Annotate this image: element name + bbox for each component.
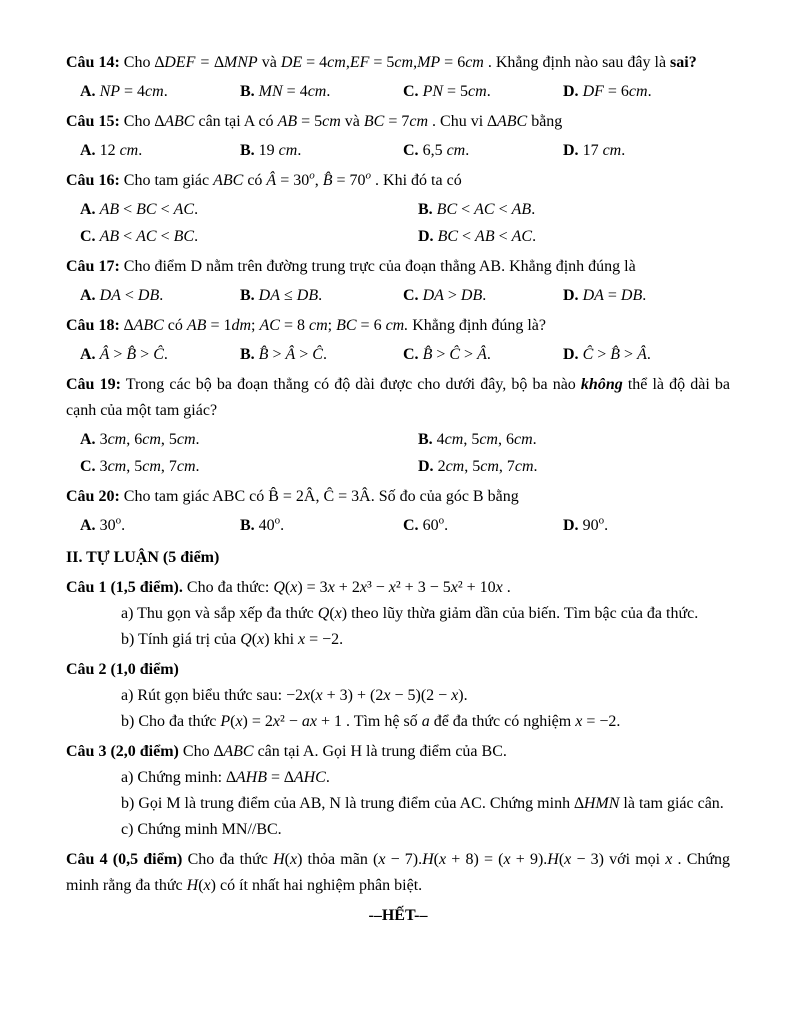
question-15-options	[66, 137, 730, 164]
option-d: D. BC < AB < AC.	[418, 228, 537, 245]
end-marker: -–HẾT-–	[368, 907, 428, 924]
option-c: C. DA > DB.	[403, 287, 487, 304]
question-18-text	[66, 313, 730, 339]
question-15-body: Cho ∆ABC cân tại A có AB = 5cm và BC = 7cm . Chu vi ∆ABC bằng	[123, 113, 563, 130]
essay-1-text	[66, 575, 730, 601]
essay-question-2	[66, 657, 730, 735]
essay-3-label: Câu 3 (2,0 điểm)	[66, 743, 179, 760]
essay-1-label: Câu 1 (1,5 điểm).	[66, 579, 183, 596]
option-d: D. Ĉ > B̂ > Â.	[563, 346, 651, 363]
question-18	[66, 313, 730, 368]
question-15	[66, 109, 730, 164]
question-15-label: Câu 15:	[66, 113, 120, 130]
question-20	[66, 484, 730, 539]
option-a: A. AB < BC < AC.	[80, 201, 199, 218]
option-c: C. B̂ > Ĉ > Â.	[403, 346, 491, 363]
essay-3-part-b: b) Gọi M là trung điểm của AB, N là trung điểm của AC. Chứng minh ∆HMN là tam giác cân.	[121, 795, 724, 812]
option-a: A. DA < DB.	[80, 287, 164, 304]
essay-4-text	[66, 847, 730, 899]
question-16	[66, 168, 730, 250]
essay-2-text	[66, 657, 730, 683]
option-b: B. B̂ > Â > Ĉ.	[240, 346, 327, 363]
question-17-body: Cho điểm D nằm trên đường trung trực của đoạn thẳng AB. Khẳng định đúng là	[123, 258, 636, 275]
option-d: D. 90$^o$.	[563, 514, 609, 534]
section-2-heading: II. TỰ LUẬN (5 điểm)	[66, 549, 220, 566]
essay-1-body: Cho đa thức: Q(x) = 3x + 2x³ − x² + 3 − 5x² + 10x .	[186, 579, 511, 596]
option-a: A. NP = 4cm.	[80, 83, 168, 100]
option-b: B. 4cm, 5cm, 6cm.	[418, 431, 537, 448]
essay-question-3	[66, 739, 730, 843]
essay-4-label: Câu 4 (0,5 điểm)	[66, 851, 183, 868]
question-17-options	[66, 282, 730, 309]
option-a: A. 12 cm.	[80, 142, 143, 159]
essay-question-4	[66, 847, 730, 899]
option-d: D. 2cm, 5cm, 7cm.	[418, 458, 538, 475]
question-14-text	[66, 50, 730, 76]
essay-3-text	[66, 739, 730, 765]
essay-1-part-b: b) Tính giá trị của Q(x) khi x = −2.	[121, 631, 344, 648]
question-14	[66, 50, 730, 105]
question-20-body: Cho tam giác ABC có B̂ = 2Â, Ĉ = 3Â. Số đo của góc B bằng	[123, 488, 519, 505]
essay-1-part-a: a) Thu gọn và sắp xếp đa thức Q(x) theo lũy thừa giảm dần của biến. Tìm bậc của đa thức.	[121, 605, 699, 622]
question-16-body: Cho tam giác ABC có Â = $30^o$, B̂ = $70^o$ . Khi đó ta có	[123, 169, 462, 189]
essay-3-part-c: c) Chứng minh MN//BC.	[121, 821, 282, 838]
question-14-options	[66, 78, 730, 105]
option-a: A. 3cm, 6cm, 5cm.	[80, 431, 200, 448]
essay-2-part-b: b) Cho đa thức P(x) = 2x² − ax + 1 . Tìm hệ số a để đa thức có nghiệm x = −2.	[121, 713, 621, 730]
option-c: C. 6,5 cm.	[403, 142, 470, 159]
essay-4-body: Cho đa thức H(x) thỏa mãn (x − 7).H(x + 8) = (x + 9).H(x − 3) với mọi x . Chứng minh rằng đa thức H(x) có ít nhất hai nghiệm phân biệt.	[66, 851, 731, 894]
question-16-options	[66, 196, 730, 250]
question-20-text	[66, 484, 730, 510]
option-c: C. 60$^o$.	[403, 514, 449, 534]
option-b: B. BC < AC < AB.	[418, 201, 536, 218]
question-16-label: Câu 16:	[66, 172, 120, 189]
option-b: B. DA ≤ DB.	[240, 287, 323, 304]
question-14-label: Câu 14:	[66, 54, 120, 71]
question-20-options	[66, 512, 730, 539]
option-a: A. 30$^o$.	[80, 514, 126, 534]
question-17	[66, 254, 730, 309]
question-18-options	[66, 341, 730, 368]
essay-2-part-a: a) Rút gọn biểu thức sau: −2x(x + 3) + (2x − 5)(2 − x).	[121, 687, 468, 704]
question-19-label: Câu 19:	[66, 376, 121, 393]
question-18-label: Câu 18:	[66, 317, 120, 334]
question-18-body: ∆ABC có AB = 1dm; AC = 8 cm; BC = 6 cm. Khẳng định đúng là?	[123, 317, 546, 334]
option-c: C. PN = 5cm.	[403, 83, 491, 100]
essay-question-1	[66, 575, 730, 653]
essay-3-body: Cho ∆ABC cân tại A. Gọi H là trung điểm của BC.	[182, 743, 507, 760]
essay-2-label: Câu 2 (1,0 điểm)	[66, 661, 179, 678]
essay-3-part-a: a) Chứng minh: ∆AHB = ∆AHC.	[121, 769, 330, 786]
question-19-body: Trong các bộ ba đoạn thẳng có độ dài được cho dưới đây, bộ ba nào không thể là độ dài ba cạnh của một tam giác?	[66, 376, 731, 419]
option-d: D. 17 cm.	[563, 142, 626, 159]
question-19-text	[66, 372, 730, 424]
option-a: A. Â > B̂ > Ĉ.	[80, 346, 168, 363]
option-b: B. MN = 4cm.	[240, 83, 331, 100]
question-19	[66, 372, 730, 480]
question-17-text	[66, 254, 730, 280]
question-19-options	[66, 426, 730, 480]
option-b: B. 19 cm.	[240, 142, 302, 159]
option-c: C. 3cm, 5cm, 7cm.	[80, 458, 200, 475]
option-d: D. DF = 6cm.	[563, 83, 652, 100]
option-d: D. DA = DB.	[563, 287, 647, 304]
question-17-label: Câu 17:	[66, 258, 120, 275]
question-20-label: Câu 20:	[66, 488, 120, 505]
option-b: B. 40$^o$.	[240, 514, 285, 534]
question-14-body: Cho ∆DEF = ∆MNP và DE = 4cm,EF = 5cm,MP = 6cm . Khẳng định nào sau đây là sai?	[123, 54, 697, 71]
option-c: C. AB < AC < BC.	[80, 228, 199, 245]
question-15-text	[66, 109, 730, 135]
question-16-text	[66, 168, 730, 194]
